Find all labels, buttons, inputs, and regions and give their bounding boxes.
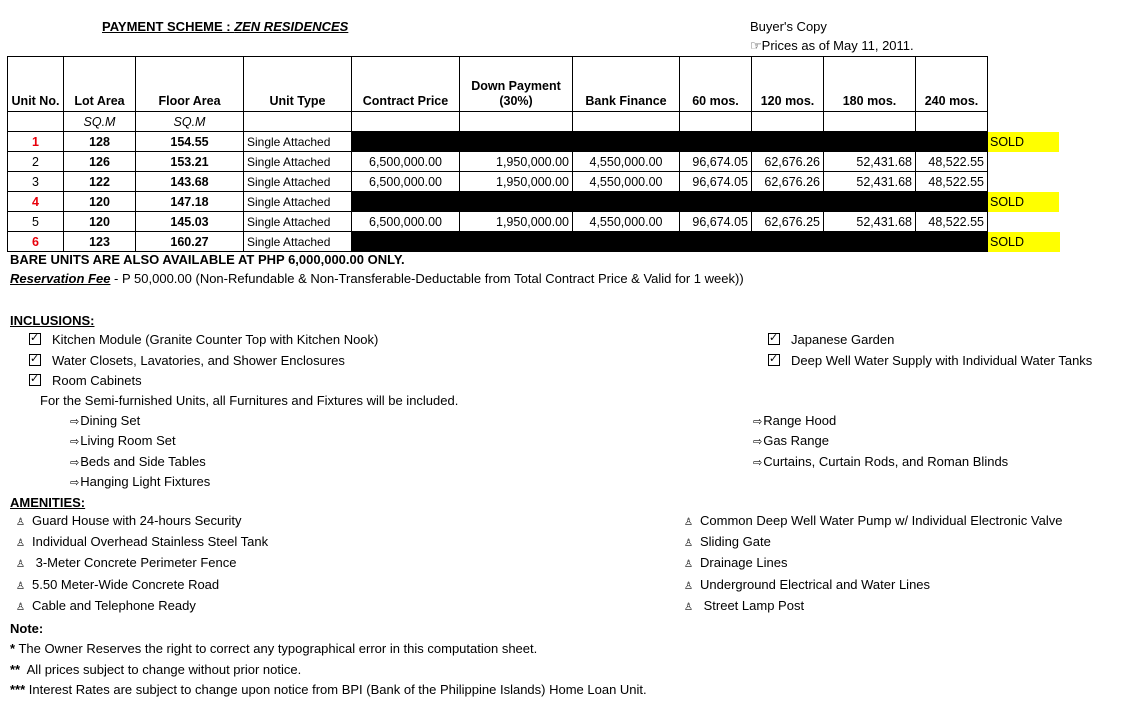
bell-bullet-icon: ♙ [16,601,25,613]
m240-cell: 48,522.55 [916,152,988,172]
header-unit-no: Unit No. [8,57,64,112]
unit-type-cell: Single Attached [244,152,352,172]
furniture-item-label: Hanging Light Fixtures [80,473,211,489]
amenity-item-label: Sliding Gate [700,534,771,550]
row-spacer [988,172,1060,192]
notes-heading: Note: [10,621,44,636]
header-bank-finance: Bank Finance [573,57,680,112]
bell-bullet-icon: ♙ [16,538,25,550]
inclusion-item [768,332,894,347]
floor-area-cell: 154.55 [136,132,244,152]
furniture-item [70,474,210,489]
units-cell [916,112,988,132]
note-mark: * [10,641,16,656]
sold-blackout [352,192,988,212]
amenity-item-label: 5.50 Meter-Wide Concrete Road [32,576,220,592]
table-row [8,192,1060,212]
amenity-item [684,555,787,570]
floor-area-cell: 145.03 [136,212,244,232]
arrow-right-icon: ⇨ [70,475,80,489]
m180-cell: 52,431.68 [824,172,916,192]
unit-type-cell: Single Attached [244,132,352,152]
header-unit-type: Unit Type [244,57,352,112]
amenity-item-label: Guard House with 24-hours Security [32,513,242,528]
amenity-item-label: Underground Electrical and Water Lines [700,576,931,592]
arrow-right-icon: ⇨ [753,455,763,469]
arrow-right-icon: ⇨ [70,455,80,469]
unit-no-cell: 6 [8,232,64,252]
note-text: Interest Rates are subject to change upon notice from BPI (Bank of the Philippine Islands) Home Loan Unit. [25,682,647,697]
unit-no-cell: 4 [8,192,64,212]
units-cell: SQ.M [64,112,136,132]
furniture-item-label: Gas Range [763,433,829,449]
lot-area-cell: 120 [64,192,136,212]
bell-bullet-icon: ♙ [684,601,693,613]
inclusion-item-label: Japanese Garden [791,332,895,347]
units-cell: SQ.M [136,112,244,132]
amenity-item [16,598,196,613]
furniture-item [70,413,140,428]
bank-finance-cell: 4,550,000.00 [573,212,680,232]
units-cell [824,112,916,132]
header-240-mos: 240 mos. [916,57,988,112]
arrow-right-icon: ⇨ [70,415,80,428]
table-row [8,172,1060,192]
arrow-right-icon: ⇨ [70,435,80,449]
lot-area-cell: 120 [64,212,136,232]
amenity-item [684,513,1062,528]
bell-bullet-icon: ♙ [16,580,25,592]
amenity-item-label: Common Deep Well Water Pump w/ Individual Electronic Valve [700,513,1063,528]
furniture-item-label: Curtains, Curtain Rods, and Roman Blinds [763,453,1009,469]
checkbox-icon [29,333,41,345]
m240-cell: 48,522.55 [916,212,988,232]
unit-no-cell: 3 [8,172,64,192]
header-180-mos: 180 mos. [824,57,916,112]
sold-blackout [352,132,988,152]
note-item [10,682,647,697]
semi-furnished-note: For the Semi-furnished Units, all Furnitures and Fixtures will be included. [40,393,459,408]
m240-cell: 48,522.55 [916,172,988,192]
down-payment-cell: 1,950,000.00 [460,152,573,172]
inclusion-item [29,332,378,347]
bare-units-note: BARE UNITS ARE ALSO AVAILABLE AT PHP 6,000,000.00 ONLY. [10,252,405,267]
contract-price-cell: 6,500,000.00 [352,212,460,232]
bell-bullet-icon: ♙ [684,559,693,571]
furniture-item [753,413,836,428]
unit-type-cell: Single Attached [244,212,352,232]
note-mark: *** [10,682,26,697]
bell-bullet-icon: ♙ [684,517,693,528]
row-spacer [988,152,1060,172]
m60-cell: 96,674.05 [680,172,752,192]
checkbox-icon [29,354,41,366]
checkbox-icon [29,374,41,386]
m180-cell: 52,431.68 [824,212,916,232]
lot-area-cell: 126 [64,152,136,172]
inclusion-item-label: Room Cabinets [52,373,142,388]
amenity-item-label: Street Lamp Post [700,597,805,613]
unit-no-cell: 2 [8,152,64,172]
note-item [10,641,537,656]
contract-price-cell: 6,500,000.00 [352,172,460,192]
header-down-payment: Down Payment (30%) [460,57,573,112]
lot-area-cell: 123 [64,232,136,252]
page-title: PAYMENT SCHEME : ZEN RESIDENCES [102,19,349,34]
note-item [10,662,301,677]
header-lot-area: Lot Area [64,57,136,112]
m120-cell: 62,676.26 [752,152,824,172]
bank-finance-cell: 4,550,000.00 [573,152,680,172]
furniture-item [70,454,206,469]
sold-blackout [352,232,988,252]
down-payment-cell: 1,950,000.00 [460,172,573,192]
furniture-item [753,433,829,448]
note-mark: ** [10,661,21,677]
lot-area-cell: 128 [64,132,136,152]
unit-no-cell: 5 [8,212,64,232]
table-row [8,132,1060,152]
reservation-fee [10,271,744,286]
inclusions-heading: INCLUSIONS: [10,313,95,328]
header-spacer [988,57,1060,112]
arrow-right-icon: ⇨ [753,415,763,428]
inclusion-item-label: Kitchen Module (Granite Counter Top with Kitchen Nook) [52,332,379,347]
table-row [8,152,1060,172]
units-cell [680,112,752,132]
price-date: ☞Prices as of May 11, 2011. [750,38,914,53]
amenity-item [684,534,771,549]
floor-area-cell: 160.27 [136,232,244,252]
amenity-item [16,577,219,592]
bell-bullet-icon: ♙ [684,580,693,592]
furniture-item [753,454,1008,469]
inclusion-item-label: Water Closets, Lavatories, and Shower Enclosures [52,352,345,368]
amenity-item [684,598,804,613]
inclusion-item-label: Deep Well Water Supply with Individual Water Tanks [791,352,1093,368]
note-text: The Owner Reserves the right to correct any typographical error in this computation sheet. [15,641,538,656]
contract-price-cell: 6,500,000.00 [352,152,460,172]
inclusion-item [29,373,142,388]
sold-badge: SOLD [988,132,1060,152]
header-contract-price: Contract Price [352,57,460,112]
bell-bullet-icon: ♙ [16,517,25,528]
m180-cell: 52,431.68 [824,152,916,172]
unit-type-cell: Single Attached [244,172,352,192]
amenity-item [16,555,236,570]
table-row [8,232,1060,252]
unit-type-cell: Single Attached [244,192,352,212]
bell-bullet-icon: ♙ [16,559,25,571]
furniture-item-label: Dining Set [80,413,141,428]
amenities-heading: AMENITIES: [10,495,86,510]
m60-cell: 96,674.05 [680,212,752,232]
unit-type-cell: Single Attached [244,232,352,252]
amenity-item-label: Individual Overhead Stainless Steel Tank [32,534,269,550]
floor-area-cell: 143.68 [136,172,244,192]
header-120-mos: 120 mos. [752,57,824,112]
copy-label: Buyer's Copy [750,19,827,34]
header-floor-area: Floor Area [136,57,244,112]
units-cell [752,112,824,132]
unit-no-cell: 1 [8,132,64,152]
units-cell [573,112,680,132]
note-text: All prices subject to change without prior notice. [20,661,302,677]
sold-badge: SOLD [988,232,1060,252]
floor-area-cell: 153.21 [136,152,244,172]
units-row [8,112,1060,132]
table-row [8,212,1060,232]
units-cell [8,112,64,132]
units-cell [460,112,573,132]
amenity-item [16,534,268,549]
reservation-text: - P 50,000.00 (Non-Refundable & Non-Transferable-Deductable from Total Contract Price & Valid for 1 week)) [110,271,744,286]
m120-cell: 62,676.26 [752,172,824,192]
units-cell [244,112,352,132]
amenity-item [684,577,930,592]
arrow-right-icon: ⇨ [753,435,763,449]
down-payment-cell: 1,950,000.00 [460,212,573,232]
bell-bullet-icon: ♙ [684,538,693,550]
furniture-item-label: Beds and Side Tables [80,453,206,469]
furniture-item-label: Living Room Set [80,433,176,449]
units-cell [352,112,460,132]
sold-badge: SOLD [988,192,1060,212]
header-60-mos: 60 mos. [680,57,752,112]
bank-finance-cell: 4,550,000.00 [573,172,680,192]
m120-cell: 62,676.25 [752,212,824,232]
units-spacer [988,112,1060,132]
table-header-row [8,57,1060,112]
floor-area-cell: 147.18 [136,192,244,212]
checkbox-icon [768,354,780,366]
furniture-item-label: Range Hood [763,413,837,428]
lot-area-cell: 122 [64,172,136,192]
amenity-item-label: Cable and Telephone Ready [32,597,196,613]
amenity-item-label: 3-Meter Concrete Perimeter Fence [32,555,237,571]
payment-table [7,56,1060,252]
reservation-label: Reservation Fee [10,271,111,286]
inclusion-item [768,353,1092,368]
row-spacer [988,212,1060,232]
m60-cell: 96,674.05 [680,152,752,172]
amenity-item-label: Drainage Lines [700,555,788,571]
inclusion-item [29,353,345,368]
checkbox-icon [768,333,780,345]
amenity-item [16,513,242,528]
furniture-item [70,433,176,448]
